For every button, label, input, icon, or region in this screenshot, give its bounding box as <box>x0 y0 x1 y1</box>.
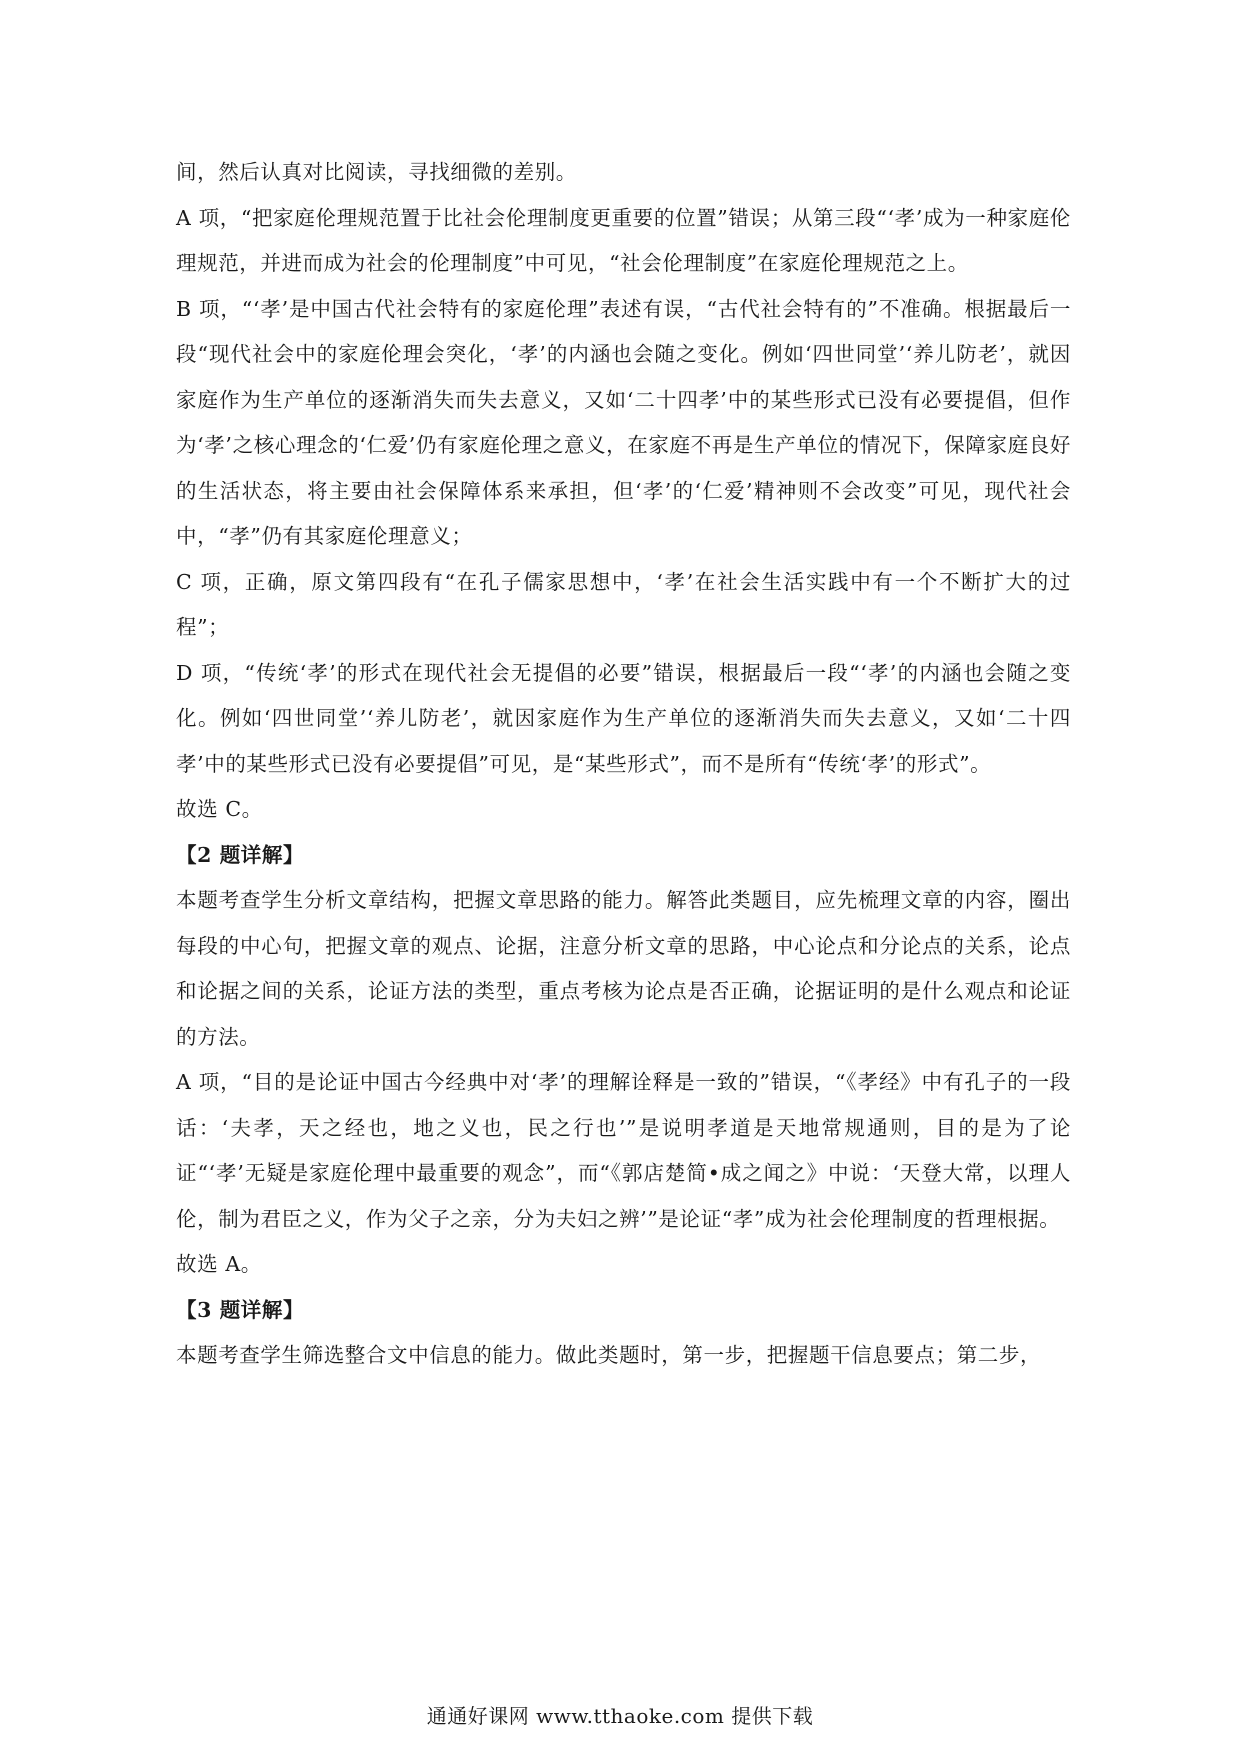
paragraph-q2-intro: 本题考查学生分析文章结构，把握文章思路的能力。解答此类题目，应先梳理文章的内容，圈出每段的中心句，把握文章的观点、论据，注意分析文章的思路，中心论点和分论点的关系，论点和论据之间的关系，论证方法的类型，重点考核为论点是否正确，论据证明的是什么观点和论证的方法。 <box>176 888 1071 1049</box>
paragraph-q3-intro: 本题考查学生筛选整合文中信息的能力。做此类题时，第一步，把握题干信息要点；第二步， <box>176 1343 1042 1367</box>
answer-q2: 故选 A。 <box>176 1252 262 1276</box>
answer-q1: 故选 C。 <box>176 797 263 821</box>
paragraph-q2-option-a: A 项，“目的是论证中国古今经典中对‘孝’的理解诠释是一致的”错误，“《孝经》中有孔子的一段话：‘夫孝，天之经也，地之义也，民之行也’”是说明孝道是天地常规通则，目的是为了论证“‘孝’无疑是家庭伦理中最重要的观念”，而“《郭店楚简•成之闻之》中说：‘天登大常，以理人伦，制为君臣之义，作为父子之亲，分为夫妇之辨’”是论证“孝”成为社会伦理制度的哲理根据。 <box>176 1070 1071 1231</box>
paragraph-option-c: C 项，正确，原文第四段有“在孔子儒家思想中，‘孝’在社会生活实践中有一个不断扩大的过程”； <box>176 569 1071 639</box>
page-footer: 通通好课网 www.tthaoke.com 提供下载 <box>426 1704 814 1728</box>
document-body <box>176 150 1071 1379</box>
heading-q3-detail: 【3 题详解】 <box>176 1297 305 1322</box>
paragraph-option-d: D 项，“传统‘孝’的形式在现代社会无提倡的必要”错误，根据最后一段“‘孝’的内涵也会随之变化。例如‘四世同堂’‘养儿防老’，就因家庭作为生产单位的逐渐消失而失去意义，又如‘二十四孝’中的某些形式已没有必要提倡”可见，是“某些形式”，而不是所有“传统‘孝’的形式”。 <box>176 660 1071 776</box>
paragraph-option-b: B 项，“‘孝’是中国古代社会特有的家庭伦理”表述有误，“古代社会特有的”不准确。根据最后一段“现代社会中的家庭伦理会突化，‘孝’的内涵也会随之变化。例如‘四世同堂’‘养儿防老’，就因家庭作为生产单位的逐渐消失而失去意义，又如‘二十四孝’中的某些形式已没有必要提倡，但作为‘孝’之核心理念的‘仁爱’仍有家庭伦理之意义，在家庭不再是生产单位的情况下，保障家庭良好的生活状态，将主要由社会保障体系来承担，但‘孝’的‘仁爱’精神则不会改变”可见，现代社会中，“孝”仍有其家庭伦理意义； <box>176 296 1071 548</box>
paragraph-continuation: 间，然后认真对比阅读，寻找细微的差别。 <box>176 160 577 184</box>
paragraph-option-a: A 项，“把家庭伦理规范置于比社会伦理制度更重要的位置”错误；从第三段“‘孝’成为一种家庭伦理规范，并进而成为社会的伦理制度”中可见，“社会伦理制度”在家庭伦理规范之上。 <box>176 205 1071 275</box>
heading-q2-detail: 【2 题详解】 <box>176 842 305 867</box>
